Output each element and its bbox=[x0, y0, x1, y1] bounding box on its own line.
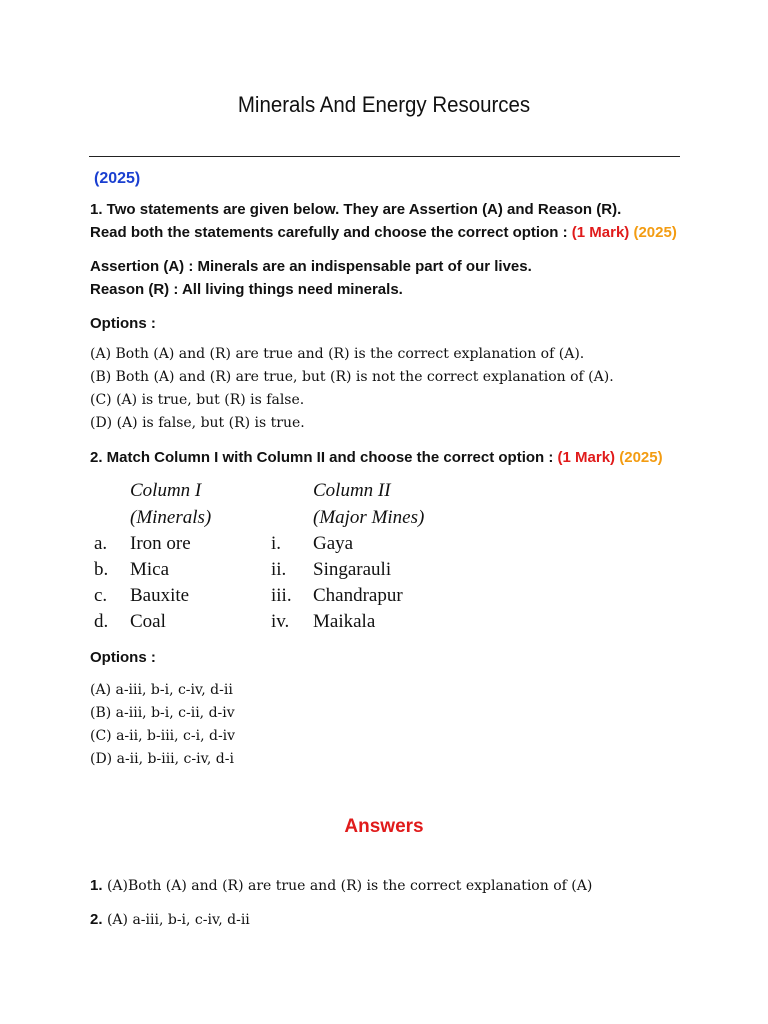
row-d-numeral: iv. bbox=[271, 611, 290, 632]
column-1-heading: Column I bbox=[130, 480, 202, 501]
q1-marks: (1 Mark) bbox=[571, 224, 630, 241]
row-d-mineral: Coal bbox=[130, 611, 166, 632]
q2-option-a: (A) a-iii, b-i, c-iv, d-ii bbox=[90, 682, 233, 698]
row-a-numeral: i. bbox=[271, 533, 282, 554]
row-c-letter: c. bbox=[94, 585, 108, 606]
row-b-mine: Singarauli bbox=[313, 559, 392, 580]
q1-reason: Reason (R) : All living things need minerals. bbox=[90, 281, 403, 298]
q1-line2 bbox=[90, 224, 677, 241]
row-d-letter: d. bbox=[94, 611, 109, 632]
answers-heading: Answers bbox=[344, 816, 424, 837]
row-c-mine: Chandrapur bbox=[313, 585, 403, 606]
q2-option-c: (C) a-ii, b-iii, c-i, d-iv bbox=[90, 728, 236, 744]
answer-2-number: 2. bbox=[90, 911, 103, 928]
page-title: Minerals And Energy Resources bbox=[237, 92, 531, 117]
row-b-letter: b. bbox=[94, 559, 109, 580]
q2-year: (2025) bbox=[619, 449, 663, 466]
q1-line1: 1. Two statements are given below. They are Assertion (A) and Reason (R). bbox=[90, 201, 622, 218]
row-b-mineral: Mica bbox=[130, 559, 170, 580]
q1-options-label: Options : bbox=[90, 315, 156, 332]
q1-assertion: Assertion (A) : Minerals are an indispensable part of our lives. bbox=[90, 258, 532, 275]
row-a-mineral: Iron ore bbox=[130, 533, 191, 554]
title-divider bbox=[89, 156, 680, 157]
q1-option-a: (A) Both (A) and (R) are true and (R) is the correct explanation of (A). bbox=[90, 346, 585, 362]
row-c-mineral: Bauxite bbox=[130, 585, 190, 606]
answer-2-text: (A) a-iii, b-i, c-iv, d-ii bbox=[102, 912, 250, 928]
row-b-numeral: ii. bbox=[271, 559, 287, 580]
year-heading: (2025) bbox=[94, 170, 141, 187]
q2-marks: (1 Mark) bbox=[557, 449, 616, 466]
q2-option-d: (D) a-ii, b-iii, c-iv, d-i bbox=[90, 751, 234, 767]
answer-1 bbox=[90, 877, 592, 894]
column-2-subheading: (Major Mines) bbox=[313, 507, 425, 528]
answer-1-number: 1. bbox=[90, 877, 103, 894]
row-a-mine: Gaya bbox=[313, 533, 354, 554]
q1-instruction: Read both the statements carefully and choose the correct option : bbox=[90, 224, 572, 241]
q2-line bbox=[90, 449, 663, 466]
row-c-numeral: iii. bbox=[271, 585, 292, 606]
column-2-heading: Column II bbox=[313, 480, 391, 501]
q2-option-b: (B) a-iii, b-i, c-ii, d-iv bbox=[90, 705, 235, 721]
row-a-letter: a. bbox=[94, 533, 108, 554]
q1-option-d: (D) (A) is false, but (R) is true. bbox=[90, 415, 305, 431]
row-d-mine: Maikala bbox=[313, 611, 376, 632]
q1-year: (2025) bbox=[633, 224, 677, 241]
q2-instruction: 2. Match Column I with Column II and choose the correct option : bbox=[90, 449, 558, 466]
q1-option-c: (C) (A) is true, but (R) is false. bbox=[90, 392, 305, 408]
answer-1-text: (A)Both (A) and (R) are true and (R) is the correct explanation of (A) bbox=[102, 878, 593, 894]
q2-options-label: Options : bbox=[90, 649, 156, 666]
answer-2 bbox=[90, 911, 250, 928]
column-1-subheading: (Minerals) bbox=[130, 507, 212, 528]
q1-option-b: (B) Both (A) and (R) are true, but (R) is not the correct explanation of (A). bbox=[90, 369, 614, 385]
